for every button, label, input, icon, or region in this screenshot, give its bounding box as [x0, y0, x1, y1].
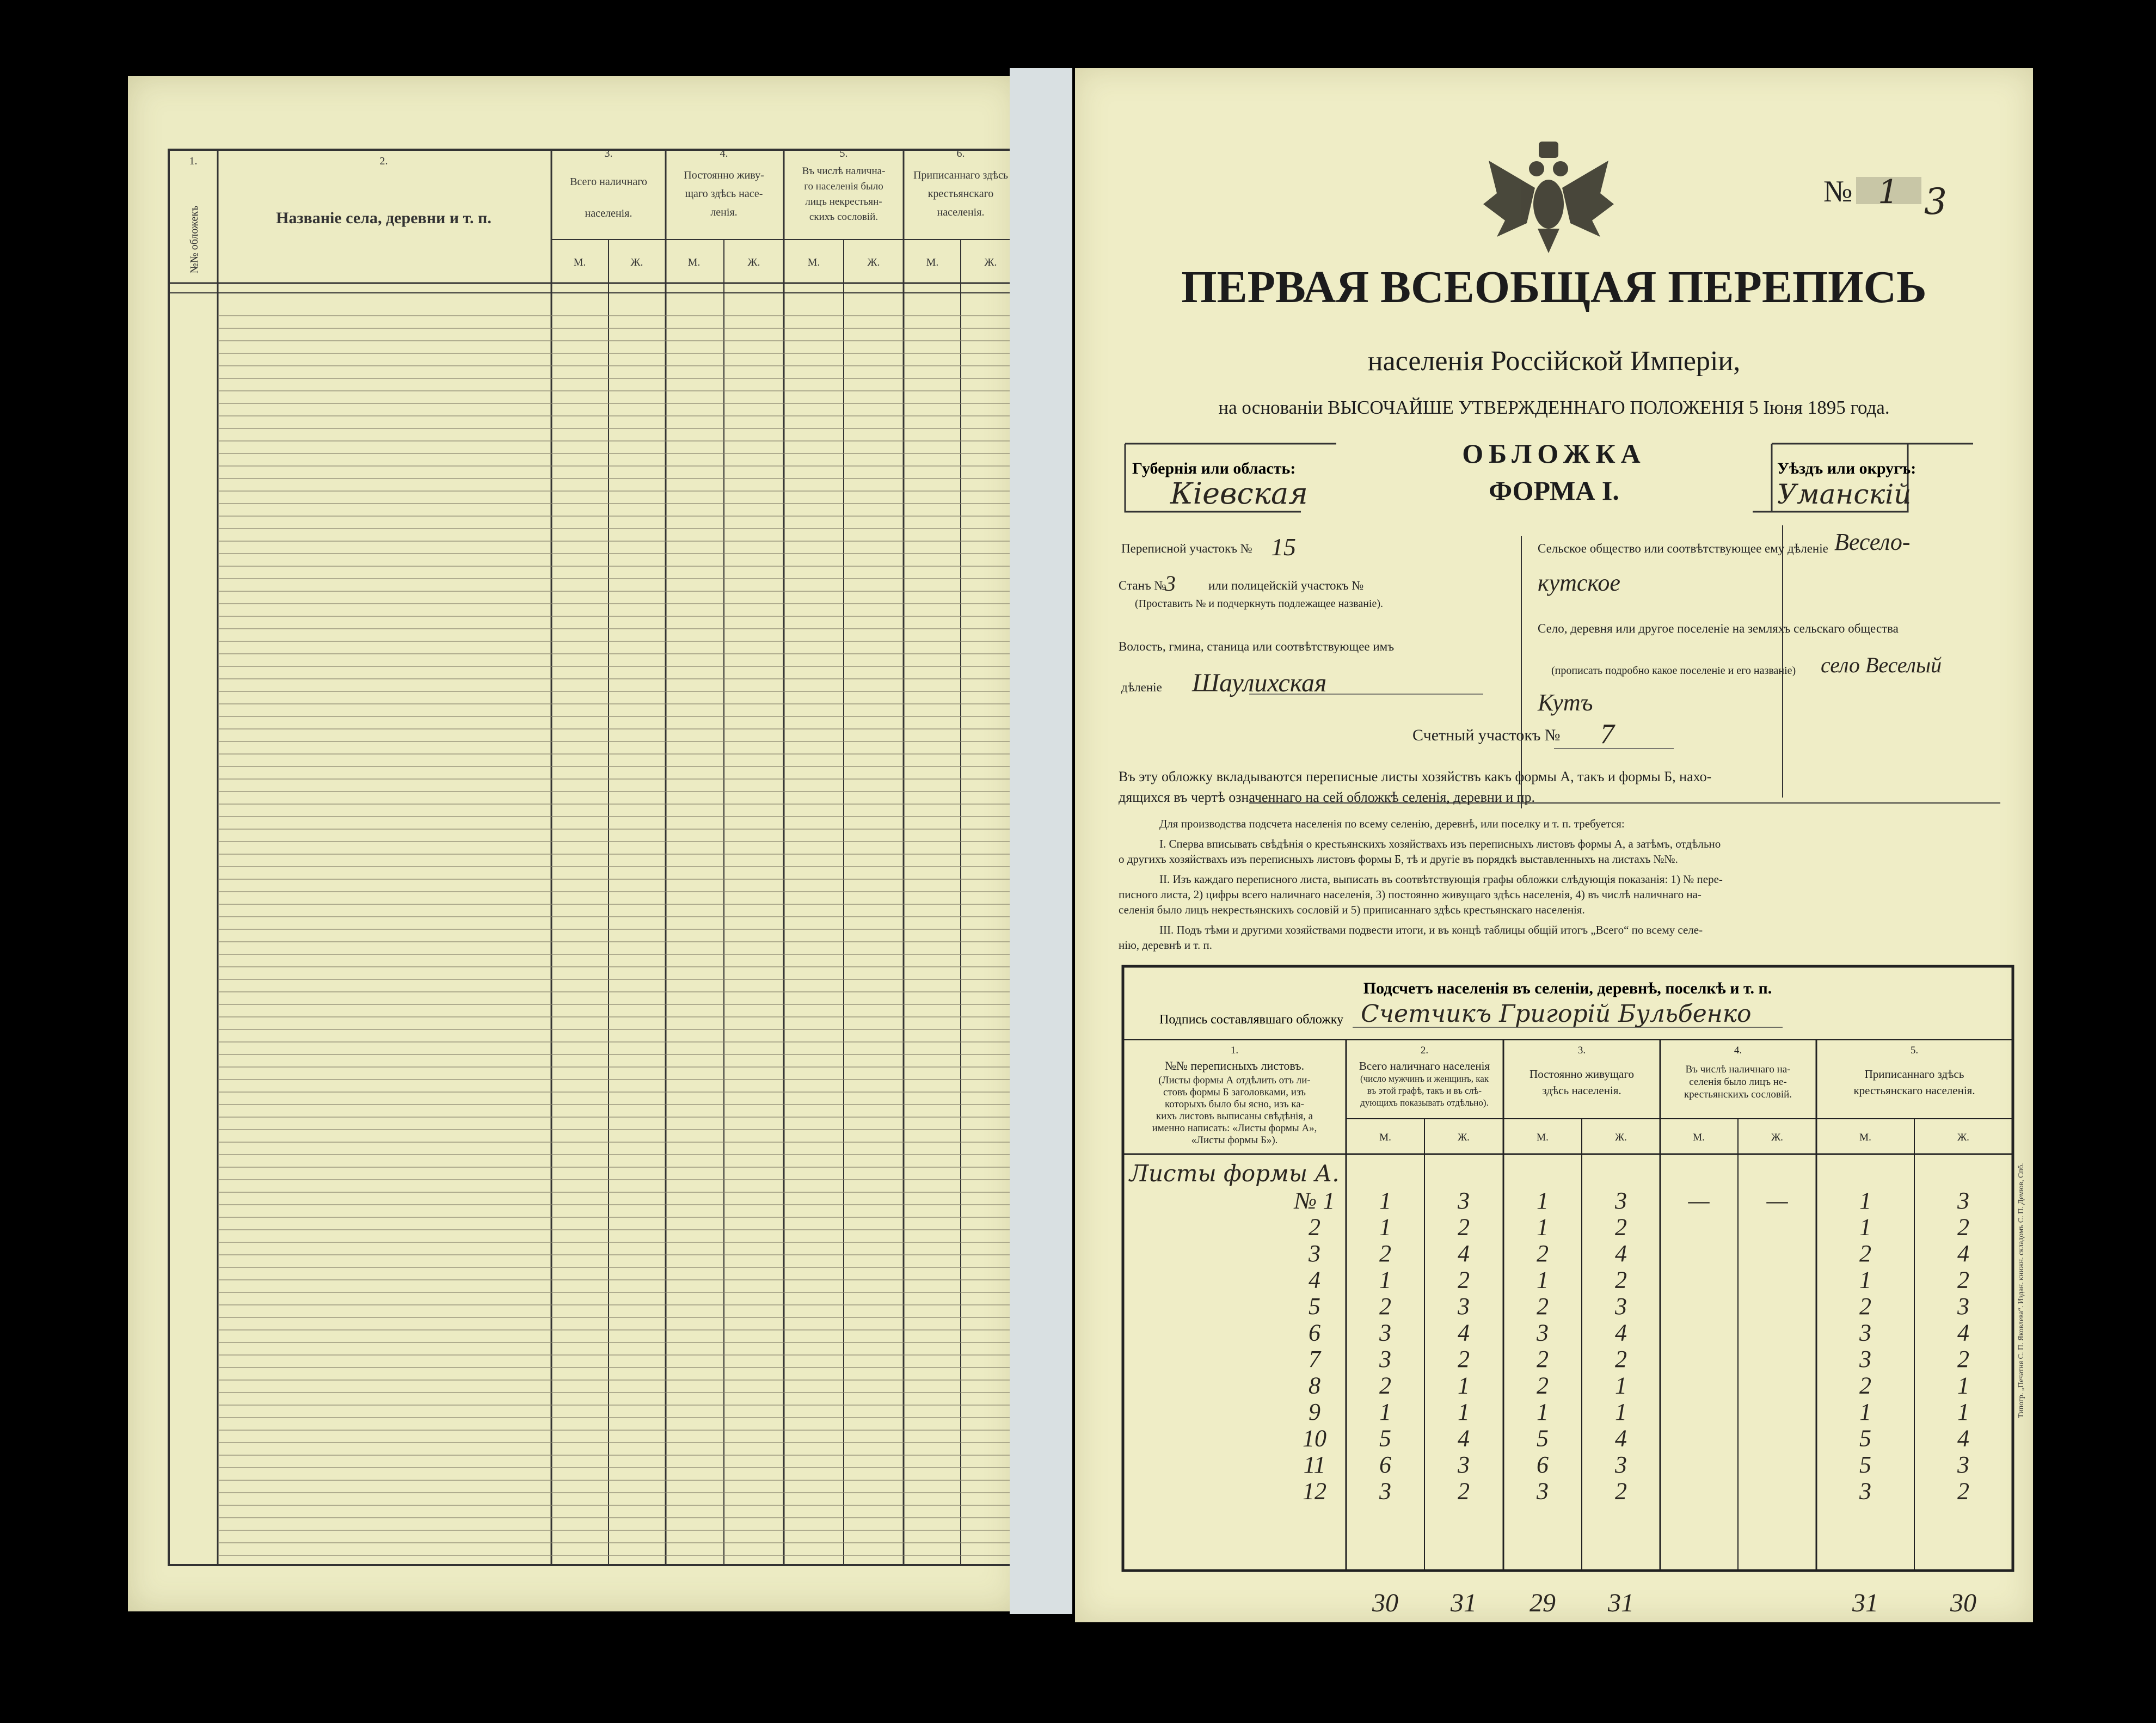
col3-title-line1: Всего наличнаго [570, 176, 647, 188]
instruction-line-7: писного листа, 2) цифры всего наличнаго населенія, 3) постоянно живущаго здѣсь населенія, 4) въ числѣ наличнаго на- [1119, 888, 1702, 901]
form-title: ОБЛОЖКА [1462, 438, 1646, 469]
tally-cell-m2: 1 [1379, 1187, 1391, 1214]
cover-number-value-2: 3 [1924, 181, 1947, 223]
tally-cell-n: 6 [1309, 1319, 1320, 1346]
tally-cell-m5: 3 [1859, 1477, 1871, 1505]
col4-zh: Ж. [747, 256, 760, 268]
cover-basis: на основаніи ВЫСОЧАЙШЕ УТВЕРЖДЕННАГО ПОЛОЖЕНІЯ 5 Іюня 1895 года. [1218, 397, 1890, 418]
tally-cell-m3: 1 [1537, 1187, 1549, 1214]
col5-title-line2: го населенія было [804, 181, 883, 192]
form-name: ФОРМА I. [1489, 475, 1619, 506]
selo-value: село Веселый [1821, 653, 1942, 677]
tally-cell-z5: 1 [1957, 1372, 1969, 1399]
tally-cell-z5: 2 [1957, 1213, 1969, 1241]
tally-title: Подсчетъ населенія въ селеніи, деревнѣ, поселкѣ и т. п. [1363, 979, 1772, 997]
tally-cell-z5: 4 [1957, 1240, 1969, 1267]
tally-cell-m2: 3 [1379, 1319, 1391, 1346]
instruction-line-1: Въ эту обложку вкладываются переписные листы хозяйствъ какъ формы А, такъ и формы Б, нахо- [1119, 769, 1712, 784]
col4-title-line1: Постоянно живу- [684, 169, 764, 181]
selo-note: (прописать подробно какое поселеніе и его названіе) [1551, 665, 1796, 677]
tally-cell-n: № 1 [1294, 1187, 1335, 1214]
instruction-line-5: о другихъ хозяйствахъ изъ переписныхъ листовъ формы Б, тѣ и другіе въ порядкѣ выставленныхъ на листахъ №№. [1119, 853, 1678, 866]
tally-cell-n: 11 [1303, 1451, 1326, 1478]
uezd-value: Уманскій [1777, 479, 1912, 510]
tally-cell-z5: 4 [1957, 1425, 1969, 1452]
h3-zh: Ж. [1615, 1132, 1627, 1143]
tally-cell-z4: — [1766, 1187, 1788, 1214]
h3-number: 3. [1577, 1045, 1586, 1056]
tally-cell-z5: 2 [1957, 1266, 1969, 1293]
h3-line2: здѣсь населенія. [1542, 1084, 1621, 1097]
selo-label: Село, деревня или другое поселеніе на земляхъ сельскаго общества [1538, 622, 1899, 635]
tally-total-z2: 31 [1451, 1589, 1477, 1617]
tally-cell-z5: 4 [1957, 1319, 1969, 1346]
tally-cell-z3: 3 [1615, 1451, 1627, 1478]
tally-cell-m3: 3 [1537, 1319, 1549, 1346]
tally-cell-m5: 1 [1859, 1187, 1871, 1214]
col3-m: М. [573, 256, 586, 268]
h1-line5: кихъ листовъ выписаны свѣдѣнія, а [1156, 1111, 1313, 1122]
h1-number: 1. [1230, 1045, 1239, 1056]
tally-cell-m3: 6 [1537, 1451, 1549, 1478]
tally-cell-n: 2 [1309, 1213, 1320, 1241]
perepisnoy-value: 15 [1271, 533, 1296, 561]
col2-number: 2. [379, 155, 388, 167]
col6-title-line2: крестьянскаго [927, 188, 994, 200]
tally-cell-z5: 2 [1957, 1477, 1969, 1505]
tally-cell-m3: 1 [1537, 1399, 1549, 1425]
gubernia-label: Губернія или область: [1132, 459, 1296, 477]
left-census-table [128, 76, 1018, 1611]
tally-cell-m3: 3 [1537, 1477, 1549, 1505]
tally-cell-m5: 2 [1859, 1240, 1871, 1267]
perepisnoy-label: Переписной участокъ № [1121, 542, 1252, 555]
tally-cell-z2: 4 [1458, 1425, 1470, 1452]
tally-cell-z2: 1 [1458, 1372, 1470, 1399]
tally-cell-z2: 2 [1458, 1477, 1470, 1505]
tally-cell-m5: 3 [1859, 1346, 1871, 1372]
tally-cell-m2: 1 [1379, 1399, 1391, 1425]
tally-cell-m2: 6 [1379, 1451, 1391, 1478]
tally-cell-m3: 2 [1537, 1346, 1549, 1372]
h5-line1: Приписаннаго здѣсь [1864, 1068, 1964, 1081]
instruction-line-8: селенія было лицъ некрестьянскихъ сословій и 5) приписаннаго здѣсь крестьянскаго населенія. [1119, 903, 1585, 916]
col5-number: 5. [839, 148, 848, 160]
h1-line2: (Листы формы А отдѣлить отъ ли- [1158, 1075, 1311, 1086]
tally-cell-z5: 3 [1957, 1293, 1969, 1320]
tally-table [1123, 966, 2013, 1617]
tally-cell-m5: 2 [1859, 1293, 1871, 1320]
h2-number: 2. [1420, 1045, 1429, 1056]
volost-label-2: дѣленіе [1121, 680, 1162, 694]
cover-form [1075, 68, 2033, 1622]
cover-page [1075, 68, 2033, 1622]
section-label: Листы формы А. [1129, 1160, 1340, 1187]
tally-cell-n: 9 [1309, 1399, 1320, 1425]
col3-zh: Ж. [630, 256, 643, 268]
tally-cell-m5: 1 [1859, 1266, 1871, 1293]
stan-value: 3 [1165, 571, 1176, 596]
tally-cell-n: 12 [1303, 1477, 1326, 1505]
tally-cell-z3: 4 [1615, 1425, 1627, 1452]
gubernia-value: Кіевская [1170, 476, 1308, 511]
h1-line4: которыхъ было бы ясно, изъ ка- [1165, 1099, 1304, 1110]
col1-title: №№ обложекъ [188, 205, 200, 274]
col5-title-line1: Въ числѣ налична- [802, 165, 886, 177]
tally-cell-m3: 2 [1537, 1240, 1549, 1267]
cover-subtitle: населенія Россійской Имперіи, [1367, 346, 1741, 377]
col6-zh: Ж. [984, 256, 997, 268]
col5-m: М. [807, 256, 820, 268]
h4-line1: Въ числѣ наличнаго на- [1685, 1064, 1791, 1075]
stan-label: Станъ № [1119, 579, 1166, 592]
tally-cell-z2: 2 [1458, 1346, 1470, 1372]
tally-cell-m3: 2 [1537, 1293, 1549, 1320]
tally-cell-z2: 3 [1458, 1451, 1470, 1478]
h4-line3: крестьянскихъ сословій. [1684, 1089, 1792, 1100]
col6-m: М. [926, 256, 939, 268]
uezd-label: Уѣздъ или округъ: [1777, 459, 1917, 477]
h1-line3: стовъ формы Б заголовками, изъ [1163, 1087, 1306, 1098]
tally-cell-z3: 3 [1615, 1293, 1627, 1320]
sel-obsh-value-2: кутское [1538, 569, 1620, 596]
tally-total-z5: 30 [1950, 1589, 1976, 1617]
cover-title: ПЕРВАЯ ВСЕОБЩАЯ ПЕРЕПИСЬ [1181, 262, 1927, 312]
tally-cell-z5: 1 [1957, 1399, 1969, 1425]
h4-line2: селенія было лицъ не- [1689, 1076, 1787, 1088]
tally-cell-z3: 2 [1615, 1477, 1627, 1505]
col2-title: Названіе села, деревни и т. п. [276, 209, 492, 227]
h1-line1: №№ переписныхъ листовъ. [1164, 1059, 1305, 1072]
h5-line2: крестьянскаго населенія. [1853, 1084, 1975, 1097]
h2-line1: Всего наличнаго населенія [1359, 1059, 1490, 1072]
h4-m: М. [1693, 1132, 1705, 1143]
h1-line7: «Листы формы Б»). [1191, 1135, 1278, 1146]
stan-label-2: или полицейскій участокъ № [1208, 579, 1364, 592]
stan-note: (Проставить № и подчеркнуть подлежащее названіе). [1135, 598, 1383, 610]
tally-cell-m3: 1 [1537, 1213, 1549, 1241]
tally-cell-n: 10 [1303, 1425, 1326, 1452]
instruction-line-3: Для производства подсчета населенія по всему селенію, деревнѣ, или поселку и т. п. требуется: [1159, 817, 1625, 830]
col5-title-line3: лицъ некрестьян- [805, 196, 882, 207]
tally-cell-z2: 4 [1458, 1240, 1470, 1267]
tally-cell-z3: 2 [1615, 1346, 1627, 1372]
tally-cell-m5: 1 [1859, 1213, 1871, 1241]
signature-label: Подпись составлявшаго обложку [1159, 1013, 1344, 1027]
h2-m: М. [1379, 1132, 1391, 1143]
h5-zh: Ж. [1957, 1132, 1969, 1143]
tally-cell-z2: 4 [1458, 1319, 1470, 1346]
instruction-line-9: III. Подъ тѣми и другими хозяйствами подвести итоги, и въ концѣ таблицы общій итогъ „Всего“ по всему селе- [1159, 923, 1703, 936]
tally-total-m2: 30 [1372, 1589, 1398, 1617]
instruction-line-6: II. Изъ каждаго переписного листа, выписать въ соотвѣтствующія графы обложки слѣдующія показанія: 1) № пере- [1159, 873, 1723, 886]
col5-title-line4: скихъ сословій. [809, 211, 879, 223]
tally-cell-z2: 2 [1458, 1213, 1470, 1241]
h2-line3: въ этой графѣ, такъ и въ слѣ- [1367, 1086, 1482, 1096]
tally-cell-m3: 2 [1537, 1372, 1549, 1399]
tally-cell-m2: 5 [1379, 1425, 1391, 1452]
col4-title-line3: ленія. [710, 206, 738, 218]
tally-cell-m5: 3 [1859, 1319, 1871, 1346]
tally-cell-z2: 3 [1458, 1187, 1470, 1214]
tally-cell-m2: 2 [1379, 1293, 1391, 1320]
tally-cell-n: 4 [1309, 1266, 1320, 1293]
sel-obsh-label: Сельское общество или соотвѣтствующее ему дѣленіе [1538, 542, 1828, 555]
col4-m: М. [687, 256, 701, 268]
selo-value-2: Кутъ [1538, 689, 1593, 716]
tally-cell-m2: 1 [1379, 1213, 1391, 1241]
col4-number: 4. [720, 148, 728, 160]
col3-number: 3. [604, 148, 613, 160]
schetny-label: Счетный участокъ № [1412, 726, 1561, 744]
tally-cell-z3: 3 [1615, 1187, 1627, 1214]
tally-cell-m5: 5 [1859, 1425, 1871, 1452]
tally-total-m3: 29 [1530, 1589, 1556, 1617]
tally-cell-z2: 3 [1458, 1293, 1470, 1320]
tally-cell-z2: 2 [1458, 1266, 1470, 1293]
tally-cell-z5: 3 [1957, 1451, 1969, 1478]
imperial-eagle-emblem [1483, 142, 1614, 253]
instruction-line-4: I. Сперва вписывать свѣдѣнія о крестьянскихъ хозяйствахъ изъ переписныхъ листовъ формы А, а затѣмъ, отдѣльно [1159, 837, 1721, 850]
book-gutter [1010, 68, 1072, 1614]
h2-line2: (число мужчинъ и женщинъ, как [1360, 1074, 1489, 1084]
instruction-line-2: дящихся въ чертѣ означеннаго на сей обложкѣ селенія, деревни и пр. [1119, 789, 1535, 805]
tally-cell-m3: 1 [1537, 1266, 1549, 1293]
instruction-line-10: нію, деревнѣ и т. п. [1119, 939, 1212, 952]
col6-title-line1: Приписаннаго здѣсь [913, 169, 1009, 181]
volost-value: Шаулихская [1192, 669, 1327, 697]
tally-cell-z3: 4 [1615, 1240, 1627, 1267]
tally-cell-z3: 1 [1615, 1399, 1627, 1425]
tally-cell-m2: 2 [1379, 1372, 1391, 1399]
h2-line4: дующихъ показывать отдѣльно). [1360, 1097, 1489, 1108]
h5-number: 5. [1910, 1045, 1919, 1056]
tally-cell-n: 5 [1309, 1293, 1320, 1320]
tally-cell-z5: 2 [1957, 1346, 1969, 1372]
h4-zh: Ж. [1771, 1132, 1783, 1143]
h4-number: 4. [1734, 1045, 1742, 1056]
col5-zh: Ж. [867, 256, 880, 268]
sel-obsh-value: Весело- [1834, 529, 1911, 555]
h3-m: М. [1537, 1132, 1549, 1143]
tally-cell-m2: 1 [1379, 1266, 1391, 1293]
tally-cell-z5: 3 [1957, 1187, 1969, 1214]
tally-total-z3: 31 [1608, 1589, 1634, 1617]
cover-number-label: № [1823, 175, 1853, 209]
tally-cell-m2: 2 [1379, 1240, 1391, 1267]
tally-cell-n: 7 [1309, 1346, 1320, 1372]
tally-cell-n: 8 [1309, 1372, 1320, 1399]
h3-line1: Постоянно живущаго [1530, 1068, 1634, 1081]
tally-cell-z3: 4 [1615, 1319, 1627, 1346]
schetny-value: 7 [1600, 719, 1614, 750]
tally-total-m5: 31 [1852, 1589, 1878, 1617]
h1-line6: именно написать: «Листы формы А», [1152, 1123, 1317, 1134]
volost-label: Волость, гмина, станица или соотвѣтствующее имъ [1119, 640, 1395, 653]
tally-cell-m2: 3 [1379, 1346, 1391, 1372]
tally-cell-m3: 5 [1537, 1425, 1549, 1452]
tally-cell-z2: 1 [1458, 1399, 1470, 1425]
col6-title-line3: населенія. [937, 206, 985, 218]
h2-zh: Ж. [1458, 1132, 1470, 1143]
signature-value: Счетчикъ Григорій Бульбенко [1361, 1000, 1752, 1028]
tally-cell-z3: 2 [1615, 1213, 1627, 1241]
col1-number: 1. [189, 155, 198, 167]
tally-cell-m5: 5 [1859, 1451, 1871, 1478]
cover-number-value: 1 [1878, 173, 1899, 211]
col3-title-line2: населенія. [585, 207, 632, 219]
col4-title-line2: щаго здѣсь насе- [685, 188, 763, 200]
col6-number: 6. [956, 148, 965, 160]
tally-cell-m4: — [1688, 1187, 1710, 1214]
tally-cell-m5: 1 [1859, 1399, 1871, 1425]
tally-cell-z3: 2 [1615, 1266, 1627, 1293]
h5-m: М. [1859, 1132, 1871, 1143]
tally-cell-z3: 1 [1615, 1372, 1627, 1399]
tally-cell-m5: 2 [1859, 1372, 1871, 1399]
tally-cell-n: 3 [1309, 1240, 1320, 1267]
left-page [128, 76, 1018, 1611]
tally-cell-m2: 3 [1379, 1477, 1391, 1505]
printer-note: Типогр. „Печатня С. П. Яковлева“. Издан. книжн. складомъ С. П. Демюв, Спб. [2017, 1163, 2025, 1418]
